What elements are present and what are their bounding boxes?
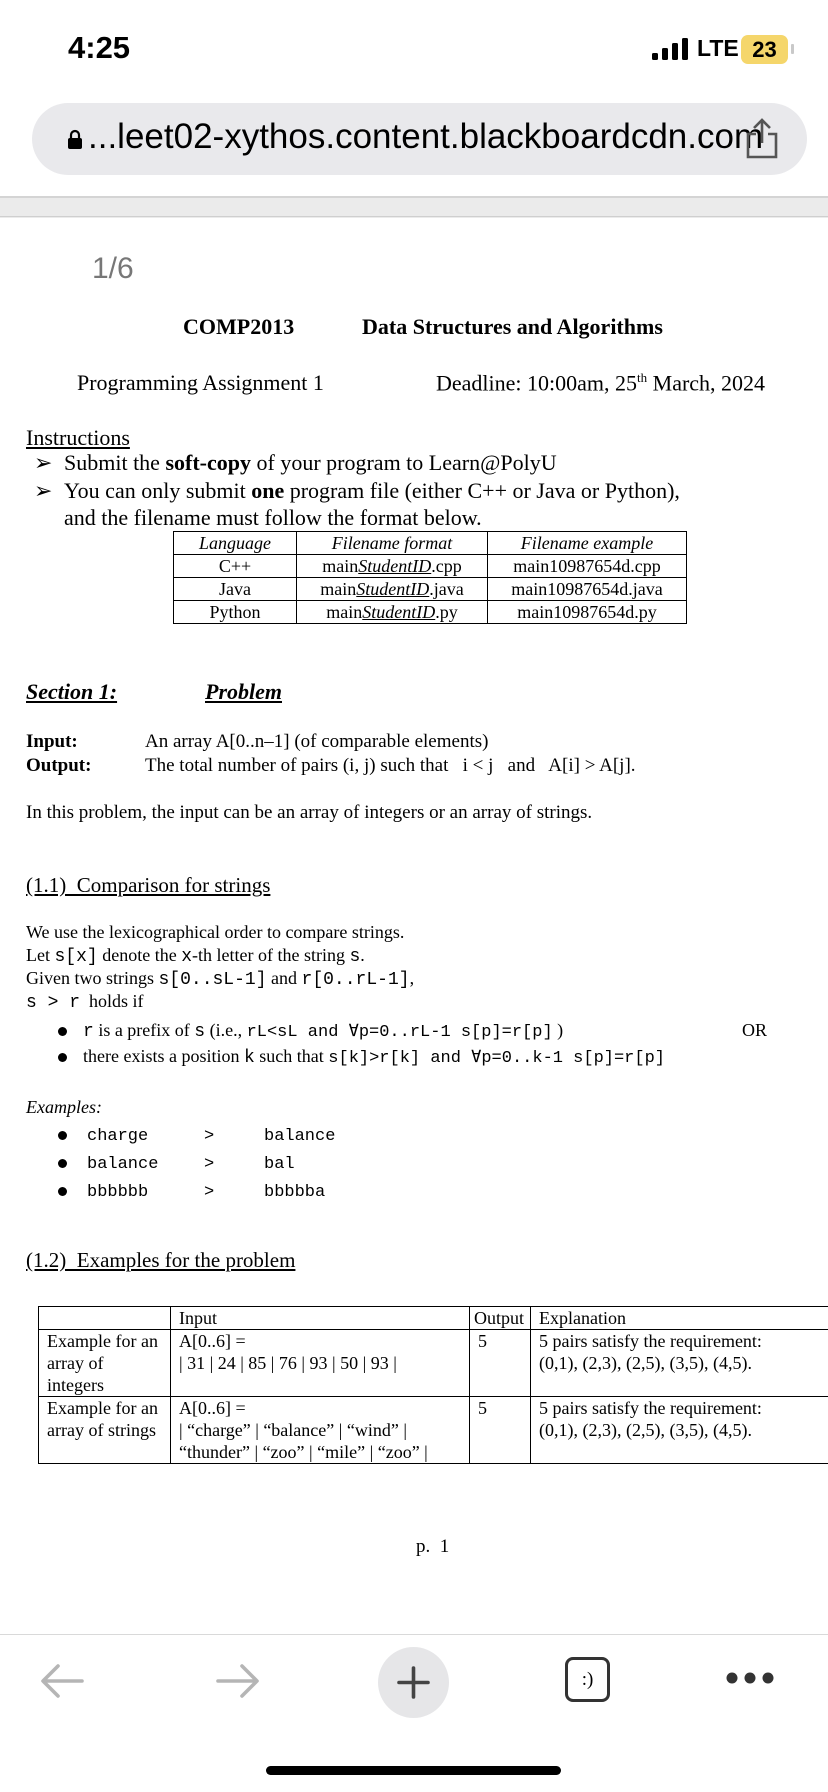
address-bar[interactable] bbox=[32, 103, 807, 175]
expl-line: 5 pairs satisfy the requirement: bbox=[539, 1331, 762, 1351]
example-op: > bbox=[204, 1183, 215, 1202]
condition-2 bbox=[58, 1046, 665, 1068]
examples-table bbox=[38, 1306, 828, 1464]
page-indicator: 1/6 bbox=[92, 252, 134, 285]
condition-1 bbox=[58, 1020, 563, 1042]
more-icon[interactable] bbox=[726, 1670, 774, 1686]
table-row bbox=[39, 1330, 828, 1397]
format-ext: .java bbox=[429, 579, 464, 599]
cond2-b: k bbox=[243, 1048, 255, 1068]
cell-format bbox=[297, 601, 488, 624]
list-item bbox=[58, 1179, 388, 1207]
lex2-f: s bbox=[349, 947, 361, 967]
lex-line-2 bbox=[26, 945, 365, 967]
lock-icon bbox=[68, 129, 82, 149]
cond2-d: s[k]>r[k] and ∀p=0..k-1 s[p]=r[p] bbox=[328, 1049, 665, 1068]
subsection-heading-2: (1.2) Examples for the problem bbox=[26, 1248, 296, 1272]
output-label-text: Output bbox=[26, 755, 86, 776]
cell-format bbox=[297, 555, 488, 578]
th-example: Filename example bbox=[488, 532, 687, 555]
arrow-bullet-icon: ➢ bbox=[34, 478, 53, 503]
lex-line-3 bbox=[26, 968, 414, 990]
cond2-c: such that bbox=[254, 1046, 329, 1066]
section-label: Section 1: bbox=[26, 679, 118, 704]
lex3-a: Given two strings bbox=[26, 968, 159, 988]
bullet-icon bbox=[58, 1159, 67, 1168]
lex2-a: Let bbox=[26, 945, 55, 965]
format-id: StudentID bbox=[358, 556, 432, 576]
input-line: | “charge” | “balance” | “wind” | bbox=[179, 1420, 407, 1440]
viewer-divider bbox=[0, 216, 828, 217]
expl-line: 5 pairs satisfy the requirement: bbox=[539, 1398, 762, 1418]
example-op: > bbox=[204, 1127, 215, 1146]
plus-icon bbox=[396, 1665, 431, 1700]
format-pre: main bbox=[322, 556, 359, 576]
url-text[interactable]: ...leet02-xythos.content.blackboardcdn.com bbox=[88, 117, 764, 156]
inst1-a: Submit the bbox=[64, 450, 166, 475]
list-item bbox=[58, 1123, 388, 1151]
lex3-c: and bbox=[266, 968, 302, 988]
th-input: Input bbox=[171, 1307, 470, 1330]
cell-example: main10987654d.java bbox=[488, 578, 687, 601]
deadline-sup: th bbox=[637, 370, 648, 385]
output-text: The total number of pairs (i, j) such that i < j and A[i] > A[j]. bbox=[145, 755, 636, 776]
instruction-1 bbox=[64, 450, 557, 476]
list-item bbox=[58, 1151, 388, 1179]
format-id: StudentID bbox=[362, 602, 436, 622]
cond1-e: rL<sL and ∀p=0..rL-1 s[p]=r[p] bbox=[246, 1023, 553, 1042]
instruction-2 bbox=[64, 478, 680, 504]
condition-or: OR bbox=[742, 1020, 768, 1040]
expl-line: (0,1), (2,3), (2,5), (3,5), (4,5). bbox=[539, 1420, 752, 1440]
examples-label: Examples: bbox=[26, 1097, 102, 1117]
lex3-d: r[0..rL-1] bbox=[301, 970, 410, 990]
table-row bbox=[174, 601, 687, 624]
example-right: bbbbba bbox=[264, 1183, 326, 1202]
table-row bbox=[174, 578, 687, 601]
input-label: Input: bbox=[26, 731, 78, 752]
table-row bbox=[39, 1397, 828, 1464]
cell-lang: Python bbox=[174, 601, 297, 624]
bullet-icon bbox=[58, 1187, 67, 1196]
deadline-text-end: March, 2024 bbox=[647, 370, 766, 396]
instructions-heading: Instructions bbox=[26, 425, 130, 450]
cond1-b: is a prefix of bbox=[93, 1020, 195, 1040]
cell-format bbox=[297, 578, 488, 601]
assignment-title: Programming Assignment 1 bbox=[77, 370, 324, 395]
input-line: A[0..6] = bbox=[179, 1398, 246, 1418]
signal-strength-icon bbox=[652, 38, 690, 60]
row-input bbox=[171, 1397, 470, 1464]
input-line: A[0..6] = bbox=[179, 1331, 246, 1351]
lex2-b: s[x] bbox=[54, 947, 98, 967]
format-id: StudentID bbox=[356, 579, 430, 599]
cell-lang: C++ bbox=[174, 555, 297, 578]
format-ext: .py bbox=[435, 602, 458, 622]
example-left: balance bbox=[87, 1155, 159, 1174]
cond1-c: s bbox=[194, 1022, 206, 1042]
network-type: LTE bbox=[697, 35, 739, 61]
th-explanation: Explanation bbox=[531, 1307, 828, 1330]
row-input bbox=[171, 1330, 470, 1397]
inst2-b: one bbox=[251, 478, 285, 503]
lex3-e: , bbox=[409, 968, 415, 988]
example-right: balance bbox=[264, 1127, 336, 1146]
inst2-a: You can only submit bbox=[64, 478, 252, 503]
cond1-d: (i.e., bbox=[205, 1020, 247, 1040]
th-format: Filename format bbox=[297, 532, 488, 555]
home-indicator[interactable] bbox=[266, 1766, 561, 1775]
input-label-text: Input bbox=[26, 731, 72, 752]
lex2-g: . bbox=[360, 945, 365, 965]
expl-line: (0,1), (2,3), (2,5), (3,5), (4,5). bbox=[539, 1353, 752, 1373]
share-icon[interactable] bbox=[744, 117, 780, 159]
row-explanation bbox=[531, 1330, 828, 1397]
section-title: Problem bbox=[205, 679, 282, 704]
output-label: Output: bbox=[26, 755, 92, 776]
lex4-b: holds if bbox=[80, 991, 144, 1011]
row-explanation bbox=[531, 1397, 828, 1464]
toolbar-divider bbox=[0, 1634, 828, 1635]
inst1-c: of your program to Learn@PolyU bbox=[251, 450, 557, 475]
cell-example: main10987654d.py bbox=[488, 601, 687, 624]
example-left: bbbbbb bbox=[87, 1183, 149, 1202]
th-blank bbox=[39, 1307, 171, 1330]
deadline-text: Deadline: 10:00am, 25 bbox=[436, 370, 638, 396]
deadline bbox=[436, 370, 765, 396]
problem-note: In this problem, the input can be an array of integers or an array of strings. bbox=[26, 802, 593, 823]
cond1-f: ) bbox=[552, 1020, 564, 1040]
battery-nub bbox=[791, 44, 794, 54]
th-language: Language bbox=[174, 532, 297, 555]
format-pre: main bbox=[326, 602, 363, 622]
example-right: bal bbox=[264, 1155, 295, 1174]
input-line: | 31 | 24 | 85 | 76 | 93 | 50 | 93 | bbox=[179, 1353, 397, 1373]
format-ext: .cpp bbox=[431, 556, 462, 576]
lex2-d: x bbox=[181, 947, 193, 967]
lex2-c: denote the bbox=[97, 945, 182, 965]
cell-lang: Java bbox=[174, 578, 297, 601]
example-left: charge bbox=[87, 1127, 149, 1146]
bullet-icon bbox=[58, 1053, 67, 1062]
tabs-button[interactable]: :) bbox=[565, 1657, 610, 1702]
lex-examples-list bbox=[58, 1123, 388, 1207]
instruction-2-cont: and the filename must follow the format below. bbox=[64, 505, 482, 530]
format-pre: main bbox=[320, 579, 357, 599]
viewer-top-bar bbox=[0, 196, 828, 218]
new-tab-button[interactable] bbox=[378, 1647, 449, 1718]
course-title: Data Structures and Algorithms bbox=[362, 314, 663, 339]
row-label: Example for an array of integers bbox=[39, 1330, 171, 1397]
row-label: Example for an array of strings bbox=[39, 1397, 171, 1464]
example-op: > bbox=[204, 1155, 215, 1174]
battery-icon: 23 bbox=[741, 35, 788, 64]
lex-line-4 bbox=[26, 991, 144, 1013]
bullet-icon bbox=[58, 1131, 67, 1140]
lex2-e: -th letter of the string bbox=[192, 945, 350, 965]
cond1-a: r bbox=[83, 1022, 94, 1042]
filename-table bbox=[173, 531, 687, 624]
th-output: Output bbox=[470, 1307, 531, 1330]
lex3-b: s[0..sL-1] bbox=[158, 970, 267, 990]
inst1-b: soft-copy bbox=[165, 450, 251, 475]
forward-arrow-icon[interactable] bbox=[212, 1655, 264, 1707]
back-arrow-icon[interactable] bbox=[36, 1655, 88, 1707]
row-output: 5 bbox=[470, 1397, 531, 1464]
table-row bbox=[174, 555, 687, 578]
table-row bbox=[39, 1307, 828, 1330]
row-output: 5 bbox=[470, 1330, 531, 1397]
input-line: “thunder” | “zoo” | “mile” | “zoo” | bbox=[179, 1442, 428, 1462]
status-time: 4:25 bbox=[68, 30, 131, 65]
arrow-bullet-icon: ➢ bbox=[34, 450, 53, 475]
subsection-heading-1: (1.1) Comparison for strings bbox=[26, 873, 271, 897]
input-text: An array A[0..n–1] (of comparable elements) bbox=[145, 731, 489, 752]
lex4-a: s > r bbox=[26, 993, 81, 1013]
course-code: COMP2013 bbox=[183, 314, 295, 339]
cond2-a: there exists a position bbox=[83, 1046, 244, 1066]
page-footer: p. 1 bbox=[416, 1536, 450, 1557]
cell-example: main10987654d.cpp bbox=[488, 555, 687, 578]
lex-line-1: We use the lexicographical order to compare strings. bbox=[26, 922, 405, 942]
inst2-c: program file (either C++ or Java or Python), bbox=[284, 478, 680, 503]
bullet-icon bbox=[58, 1027, 67, 1036]
